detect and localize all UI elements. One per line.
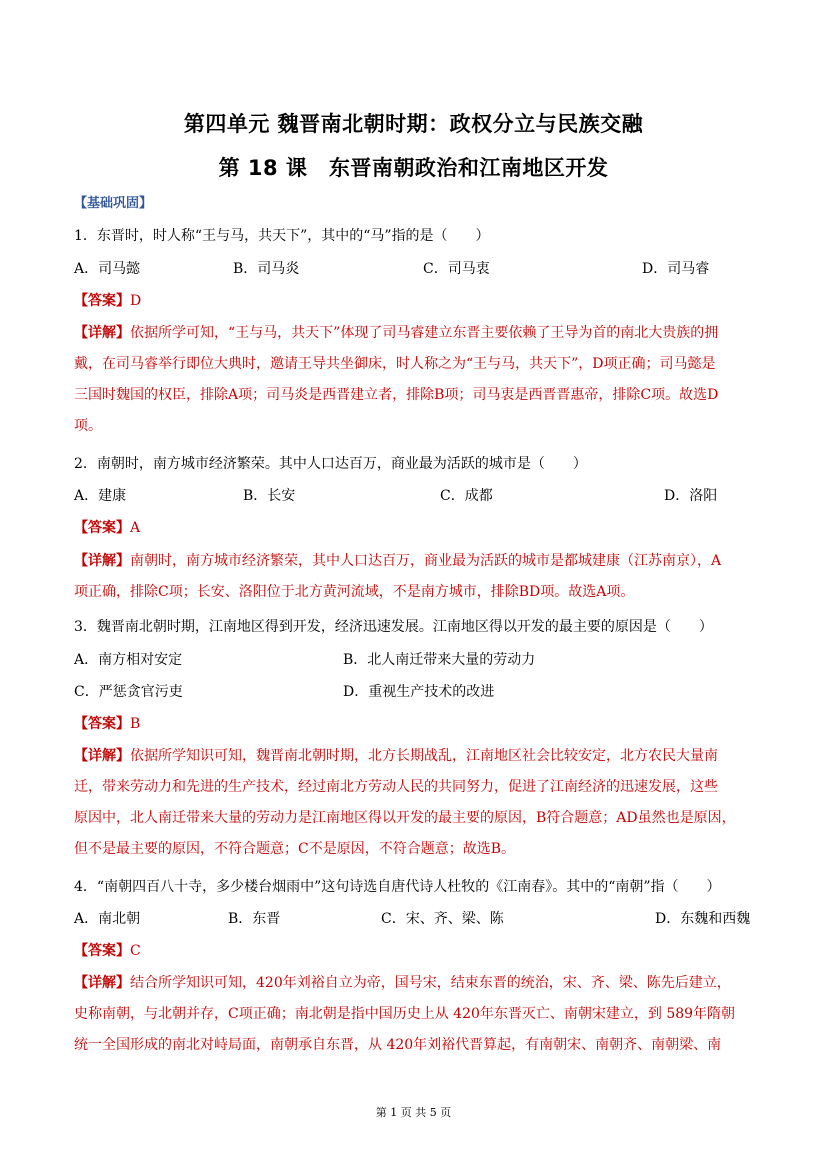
detail-line: 南朝时，南方城市经济繁荣，其中人口达百万，商业最为活跃的城市是都城建康（江苏南京），A	[130, 553, 722, 569]
question-3-option-d: D．重视生产技术的改进	[343, 684, 495, 700]
detail-line: 项正确，排除C项；长安、洛阳位于北方黄河流域，不是南方城市，排除BD项。故选A项。	[74, 584, 635, 600]
question-3-option-b: B．北人南迁带来大量的劳动力	[343, 652, 536, 668]
unit-title: 第四单元 魏晋南北朝时期：政权分立与民族交融	[183, 112, 644, 136]
lesson-title: 第 18 课 东晋南朝政治和江南地区开发	[218, 156, 609, 180]
page-footer: 第 1 页 共 5 页	[375, 1106, 452, 1119]
detail-line: 三国时魏国的权臣，排除A项；司马炎是西晋建立者，排除B项；司马衷是西晋晋惠帝，排除C项。故选D	[74, 387, 719, 403]
question-4-option-a: A．南北朝	[74, 911, 141, 927]
question-2-detail	[74, 546, 754, 608]
answer-tag: 【答案】	[74, 520, 130, 536]
section-tag: 【基础巩固】	[74, 196, 153, 211]
answer-tag: 【答案】	[74, 943, 130, 959]
answer-tag: 【答案】	[74, 716, 130, 732]
answer-tag: 【答案】	[74, 293, 130, 309]
question-2-option-c: C．成都	[440, 488, 493, 504]
detail-line: 史称南朝，与北朝并存，C项正确；南北朝是指中国历史上从 420年东晋灭亡、南朝宋建立，到 589年隋朝	[74, 1006, 736, 1022]
question-4-detail	[74, 968, 754, 1061]
question-3-option-a: A．南方相对安定	[74, 652, 183, 668]
detail-line: 原因中，北人南迁带来大量的劳动力是江南地区得以开发的最主要的原因，B符合题意；AD虽然也是原因，	[74, 810, 736, 826]
detail-line: 结合所学知识可知，420年刘裕自立为帝，国号宋，结束东晋的统治，宋、齐、梁、陈先后建立，	[130, 975, 731, 991]
detail-tag: 【详解】	[74, 553, 130, 569]
question-3-stem: 3．魏晋南北朝时期，江南地区得到开发，经济迅速发展。江南地区得以开发的最主要的原因是（ ）	[74, 619, 713, 635]
question-3-detail	[74, 741, 754, 865]
detail-line: 迁，带来劳动力和先进的生产技术，经过南北方劳动人民的共同努力，促进了江南经济的迅速发展，这些	[74, 779, 718, 795]
detail-line: 依据所学可知，“王与马，共天下”体现了司马睿建立东晋主要依赖了王导为首的南北大贵族的拥	[130, 325, 719, 341]
question-2-answer	[74, 519, 140, 537]
question-4-answer	[74, 942, 141, 960]
question-1-option-d: D．司马睿	[642, 261, 710, 277]
question-2-option-a: A．建康	[74, 488, 127, 504]
question-1-detail	[74, 318, 754, 442]
detail-line: 依据所学知识可知，魏晋南北朝时期，北方长期战乱，江南地区社会比较安定，北方农民大量南	[130, 748, 718, 764]
detail-tag: 【详解】	[74, 325, 130, 341]
question-4-stem: 4．“南朝四百八十寺，多少楼台烟雨中”这句诗选自唐代诗人杜牧的《江南春》。其中的“南朝”指（ ）	[74, 879, 721, 895]
question-4-option-c: C．宋、齐、梁、陈	[381, 911, 504, 927]
detail-line: 统一全国形成的南北对峙局面，南朝承自东晋，从 420年刘裕代晋算起，有南朝宋、南朝齐、南朝梁、南	[74, 1037, 722, 1053]
answer-value: B	[130, 716, 141, 732]
answer-value: A	[130, 520, 141, 536]
answer-value: D	[130, 293, 142, 309]
question-1-stem: 1．东晋时，时人称“王与马，共天下”，其中的“马”指的是（ ）	[74, 228, 490, 244]
question-1-option-a: A．司马懿	[74, 261, 141, 277]
question-2-stem: 2．南朝时，南方城市经济繁荣。其中人口达百万，商业最为活跃的城市是（ ）	[74, 456, 587, 472]
detail-tag: 【详解】	[74, 975, 130, 991]
question-4-option-d: D．东魏和西魏	[655, 911, 751, 927]
question-1-option-b: B．司马炎	[233, 261, 300, 277]
detail-line: 戴，在司马睿举行即位大典时，邀请王导共坐御床，时人称之为“王与马，共天下”，D项正确；司马懿是	[74, 356, 716, 372]
question-1-option-c: C．司马衷	[423, 261, 490, 277]
answer-value: C	[130, 943, 141, 959]
detail-line: 项。	[74, 418, 102, 434]
question-3-answer	[74, 715, 140, 733]
question-4-option-b: B．东晋	[228, 911, 281, 927]
question-1-answer	[74, 292, 141, 310]
question-2-option-b: B．长安	[243, 488, 296, 504]
detail-line: 但不是最主要的原因，不符合题意；C不是原因，不符合题意；故选B。	[74, 841, 515, 857]
detail-tag: 【详解】	[74, 748, 130, 764]
question-2-option-d: D．洛阳	[664, 488, 718, 504]
question-3-option-c: C．严惩贪官污吏	[74, 684, 183, 700]
